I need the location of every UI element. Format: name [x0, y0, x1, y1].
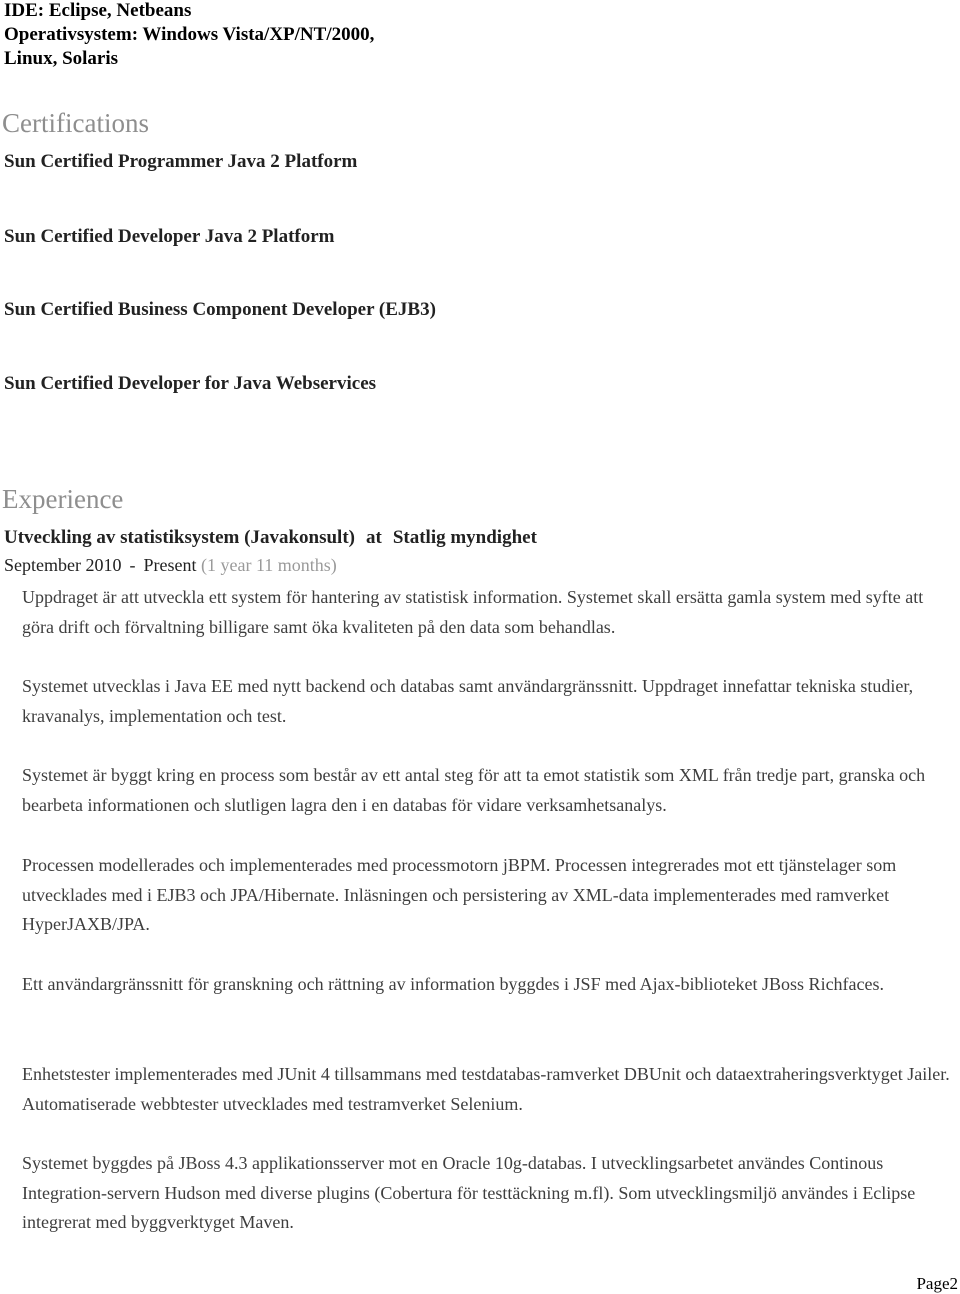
job-description-paragraph: Ett användargränssnitt för granskning och rättning av information byggdes i JSF med Ajax-biblioteket JBoss Richfaces.: [22, 974, 885, 994]
page-number: Page2: [916, 1274, 958, 1293]
job-description-paragraph: Systemet byggdes på JBoss 4.3 applikationsserver mot en Oracle 10g-databas. I utvecklingsarbetet användes Continous Integration-servern Hudson med diverse plugins (Cobertura för testtäckning m.fl). Som utvecklingsmiljö användes i Eclipse integrerat med byggverktyget Maven.: [22, 1153, 916, 1233]
certifications-heading: Certifications: [2, 108, 149, 138]
job-dates-line: [4, 554, 337, 576]
job-employer: Statlig myndighet: [392, 527, 537, 548]
job-duration: (1 year 11 months): [200, 555, 337, 575]
certification-item: Sun Certified Programmer Java 2 Platform: [4, 151, 358, 172]
job-description-paragraph: Processen modellerades och implementerades med processmotorn jBPM. Processen integrerades mot ett tjänstelager som utvecklades med i EJB3 och JPA/Hibernate. Inläsningen och persistering av XML-data implementerades med ramverket HyperJAXB/JPA.: [22, 855, 897, 935]
job-description-paragraph: Uppdraget är att utveckla ett system för hantering av statistisk information. Systemet skall ersätta gamla system med syfte att göra drift och förvaltning billigare samt öka kvaliteten på den data som behandlas.: [22, 587, 924, 637]
job-description-paragraph: Enhetstester implementerades med JUnit 4 tillsammans med testdatabas-ramverket DBUnit och dataextraheringsverktyget Jailer. Automatiserade webbtester utvecklades med testramverket Selenium.: [22, 1064, 950, 1114]
job-title-line: [4, 527, 537, 549]
job-date-dash: -: [129, 555, 136, 575]
job-description-paragraph: Systemet utvecklas i Java EE med nytt backend och databas samt användargränssnitt. Uppdraget innefattar tekniska studier, kravanalys, implementation och test.: [22, 676, 914, 726]
job-description-paragraph: Systemet är byggt kring en process som består av ett antal steg för att ta emot statistik som XML från tredje part, granska och bearbeta informationen och slutligen lagra den i en databas för vidare verksamhetsanalys.: [22, 765, 926, 815]
os-line-1: Operativsystem: Windows Vista/XP/NT/2000,: [4, 24, 375, 45]
ide-line: IDE: Eclipse, Netbeans: [4, 0, 192, 21]
job-end-date: Present: [143, 555, 197, 575]
certification-item: Sun Certified Business Component Developer (EJB3): [4, 299, 436, 320]
job-at: at: [365, 527, 382, 548]
job-title: Utveckling av statistiksystem (Javakonsult): [4, 527, 355, 548]
os-line-2: Linux, Solaris: [4, 48, 119, 69]
job-start-date: September 2010: [4, 555, 122, 575]
certification-item: Sun Certified Developer Java 2 Platform: [4, 226, 335, 247]
certification-item: Sun Certified Developer for Java Webservices: [4, 373, 377, 394]
experience-heading: Experience: [2, 484, 124, 514]
